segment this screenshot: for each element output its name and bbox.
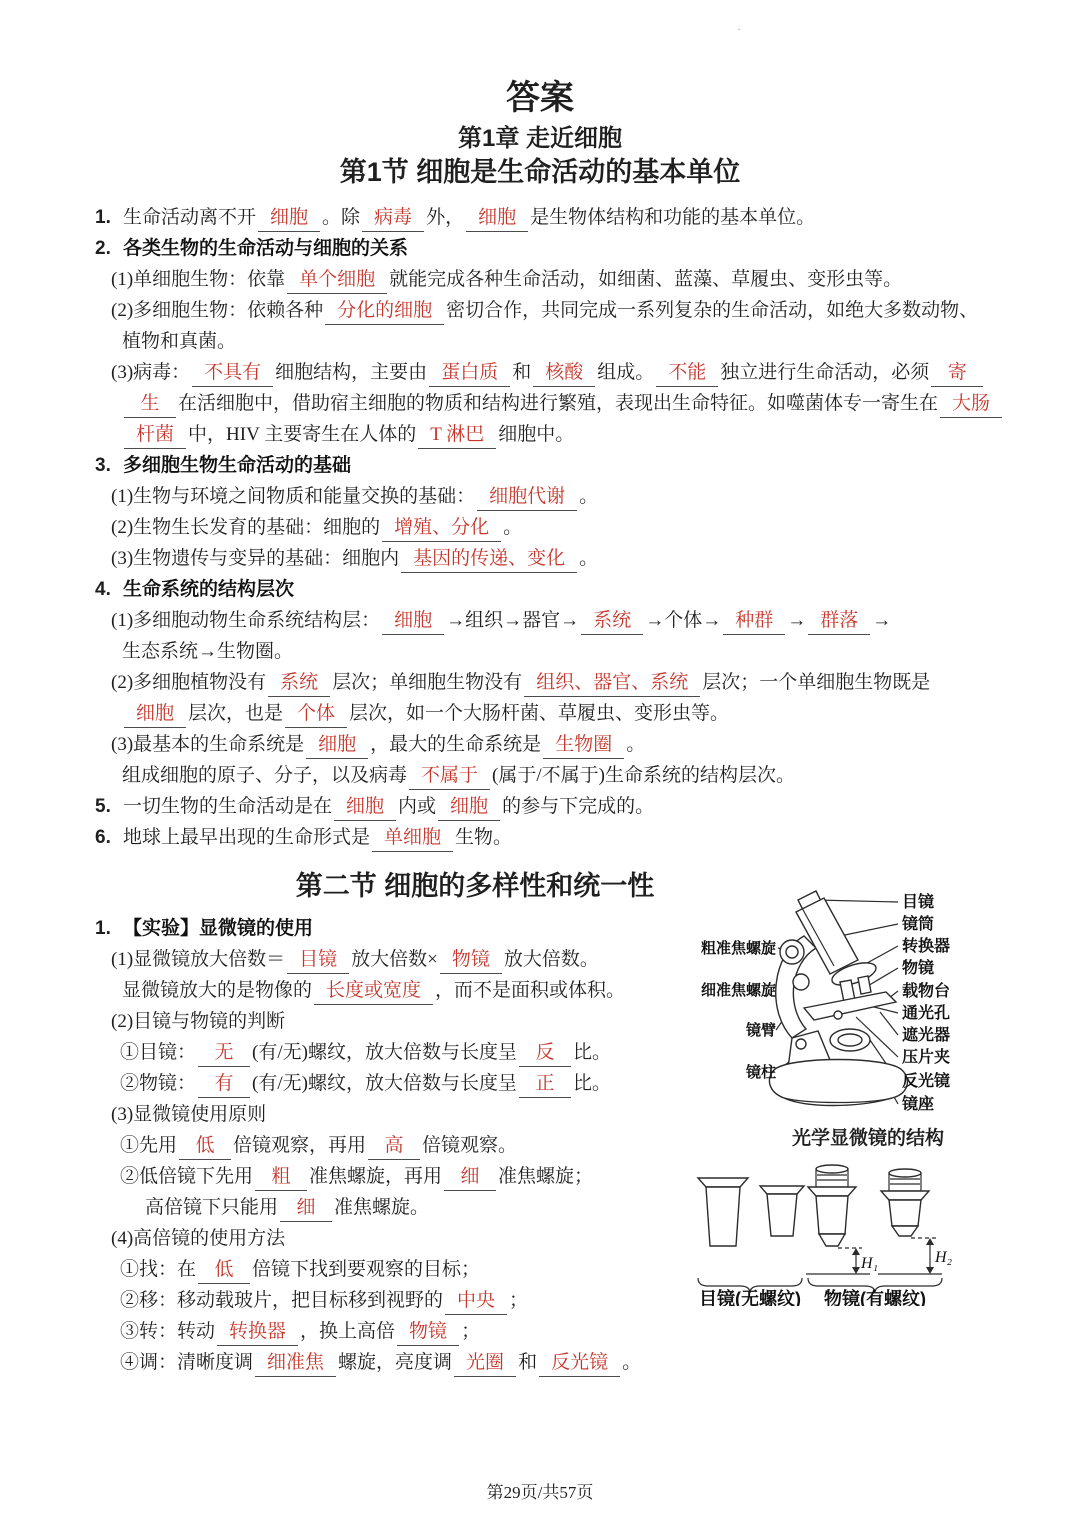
- microscope-caption: 光学显微镜的结构: [791, 1128, 944, 1149]
- text-segment: 细胞结构，主要由: [275, 362, 428, 383]
- content-line: [95, 512, 1030, 543]
- content-line: [95, 1347, 695, 1378]
- text-segment: 。: [503, 517, 523, 538]
- text-segment: 外，: [426, 207, 465, 228]
- content-line: [95, 667, 1030, 698]
- answer-blank: 物镜: [440, 947, 502, 974]
- text-segment: →: [787, 610, 807, 631]
- text-segment: 层次；一个单细胞生物既是: [702, 672, 931, 693]
- answer-blank: 蛋白质: [429, 360, 510, 387]
- answer-blank: 种群: [723, 608, 785, 635]
- text-segment: 准焦螺旋。: [334, 1197, 430, 1218]
- text-segment: (1)显微镜放大倍数＝: [111, 949, 286, 970]
- text-segment: 多细胞生物生命活动的基础: [123, 455, 352, 476]
- text-segment: 生态系统→生物圈。: [122, 641, 294, 662]
- text-segment: (1)生物与环境之间物质和能量交换的基础：: [111, 486, 476, 507]
- answer-blank: 群落: [808, 608, 870, 635]
- text-segment: 生命活动离不开: [123, 207, 257, 228]
- fine-knob-part: [793, 974, 809, 990]
- content-line: [95, 698, 1030, 729]
- content-line: [95, 1130, 695, 1161]
- content-line: [95, 636, 1030, 667]
- item-number: 5.: [95, 796, 111, 817]
- text-segment: ①找：在: [120, 1259, 197, 1280]
- content-line: [95, 574, 1030, 605]
- answer-blank: 细胞: [258, 205, 320, 232]
- label-coarse-knob: 粗准焦螺旋: [700, 940, 776, 957]
- text-segment: 放大倍数×: [351, 949, 438, 970]
- text-segment: 独立进行生命活动，必须: [720, 362, 930, 383]
- item-number: 3.: [95, 455, 111, 476]
- content-line: [95, 233, 1030, 264]
- text-segment: 植物和真菌。: [122, 331, 237, 352]
- answer-blank: 细胞: [466, 205, 528, 232]
- item-number: 2.: [95, 238, 111, 259]
- content-line: [95, 1006, 695, 1037]
- answer-blank: 细胞: [438, 794, 500, 821]
- answer-blank: 个体: [285, 701, 347, 728]
- content-line: [95, 357, 1030, 388]
- label-arm: 镜臂: [745, 1022, 776, 1039]
- item-number: 4.: [95, 579, 111, 600]
- text-segment: 。除: [322, 207, 361, 228]
- text-segment: 组成。: [597, 362, 655, 383]
- text-segment: (2)目镜与物镜的判断: [111, 1011, 286, 1032]
- answer-blank: 细胞: [334, 794, 396, 821]
- answer-blank: 低: [179, 1133, 231, 1160]
- text-segment: 。: [579, 486, 599, 507]
- text-segment: ，换上高倍: [300, 1321, 396, 1342]
- text-segment: 倍镜观察，再用: [233, 1135, 367, 1156]
- answer-blank: 无: [198, 1040, 250, 1067]
- objective-group-label: 物镜(有螺纹): [824, 1289, 926, 1306]
- content-line: [95, 913, 695, 944]
- text-segment: (属于/不属于)生命系统的结构层次。: [492, 765, 795, 786]
- answer-blank: 粗: [255, 1164, 307, 1191]
- text-segment: 是生物体结构和功能的基本单位。: [530, 207, 816, 228]
- text-segment: ②低倍镜下先用: [120, 1166, 254, 1187]
- answer-blank: 生: [124, 391, 176, 418]
- content-line: [95, 1316, 695, 1347]
- text-segment: 。: [579, 548, 599, 569]
- answer-blank: T 淋巴: [418, 422, 496, 449]
- text-segment: →个体→: [645, 610, 722, 631]
- text-segment: 中，HIV 主要寄生在人体的: [188, 424, 417, 445]
- answer-blank: 细胞: [306, 732, 368, 759]
- text-segment: 层次；单细胞生物没有: [332, 672, 523, 693]
- content-line: [95, 1254, 695, 1285]
- label-pillar: 镜柱: [745, 1064, 776, 1081]
- label-objective: 物镜: [902, 960, 935, 977]
- answer-blank: 中央: [445, 1288, 507, 1315]
- text-segment: 。: [622, 1352, 642, 1373]
- section1-content: [95, 202, 1030, 853]
- answer-blank: 转换器: [217, 1319, 298, 1346]
- answer-blank: 长度或宽度: [314, 978, 433, 1005]
- microscope-left-labels: [701, 939, 776, 1081]
- answer-blank: 正: [519, 1071, 571, 1098]
- answer-blank: 杆菌: [124, 422, 186, 449]
- text-segment: 在活细胞中，借助宿主细胞的物质和结构进行繁殖，表现出生命特征。如噬菌体专一寄生在: [178, 393, 939, 414]
- answer-blank: 细: [444, 1164, 496, 1191]
- text-segment: 层次，如一个大肠杆菌、草履虫、变形虫等。: [349, 703, 730, 724]
- label-diaphragm: 遮光器: [902, 1027, 951, 1044]
- answer-blank: 系统: [581, 608, 643, 635]
- content-line: [95, 975, 695, 1006]
- text-segment: 和: [518, 1352, 538, 1373]
- text-segment: 螺旋，亮度调: [338, 1352, 453, 1373]
- answer-blank: 增殖、分化: [382, 515, 501, 542]
- eyepiece-group-label: 目镜(无螺纹): [699, 1289, 801, 1306]
- text-segment: ④调：清晰度调: [120, 1352, 254, 1373]
- eyepiece-lenses: [698, 1178, 804, 1246]
- text-segment: 和: [512, 362, 532, 383]
- text-segment: 比。: [572, 1073, 611, 1094]
- text-segment: (2)生物生长发育的基础：细胞的: [111, 517, 381, 538]
- content-line: [95, 326, 1030, 357]
- answer-blank: 不具有: [192, 360, 273, 387]
- text-segment: (有/无)螺纹，放大倍数与长度呈: [252, 1073, 517, 1094]
- text-segment: (1)单细胞生物：依靠: [111, 269, 286, 290]
- h1-label: H₁: [861, 1255, 879, 1272]
- text-segment: 。: [626, 734, 646, 755]
- chapter-title: 第1章 走近细胞: [457, 125, 622, 152]
- text-segment: (2)多细胞生物：依赖各种: [111, 300, 324, 321]
- answer-blank: 核酸: [533, 360, 595, 387]
- answer-blank: 细: [280, 1195, 332, 1222]
- content-line: [95, 760, 1030, 791]
- content-line: [95, 1037, 695, 1068]
- text-segment: 各类生物的生命活动与细胞的关系: [123, 238, 409, 259]
- answer-blank: 细胞: [382, 608, 444, 635]
- item-number: 1.: [95, 918, 111, 939]
- text-segment: ；: [509, 1290, 529, 1311]
- answer-blank: 大肠: [940, 391, 1002, 418]
- text-segment: (3)病毒：: [111, 362, 191, 383]
- label-mirror: 反光镜: [902, 1073, 951, 1090]
- content-line: [95, 419, 1030, 450]
- answer-blank: 寄: [931, 360, 983, 387]
- label-aperture: 通光孔: [902, 1005, 951, 1022]
- text-segment: (4)高倍镜的使用方法: [111, 1228, 286, 1249]
- text-segment: (3)生物遗传与变异的基础：细胞内: [111, 548, 400, 569]
- content-line: [95, 1161, 695, 1192]
- content-line: [95, 605, 1030, 636]
- text-segment: 【实验】显微镜的使用: [123, 918, 314, 939]
- section1-title: 第1节 细胞是生命活动的基本单位: [339, 157, 741, 187]
- content-line: [95, 543, 1030, 574]
- answer-blank: 单细胞: [372, 825, 453, 852]
- text-segment: 放大倍数。: [503, 949, 599, 970]
- objective-lenses: [808, 1165, 929, 1246]
- content-line: [95, 450, 1030, 481]
- answer-blank: 分化的细胞: [325, 298, 444, 325]
- content-line: [95, 481, 1030, 512]
- page-corner-mark: ·: [737, 22, 741, 36]
- label-stage-clip: 压片夹: [902, 1049, 951, 1066]
- text-segment: ，而不是面积或体积。: [435, 980, 626, 1001]
- text-segment: ；: [461, 1321, 481, 1342]
- text-segment: ，最大的生命系统是: [370, 734, 542, 755]
- content-line: [95, 1068, 695, 1099]
- text-segment: →组织→器官→: [446, 610, 580, 631]
- label-base: 镜座: [902, 1096, 935, 1113]
- text-segment: 显微镜放大的是物像的: [122, 980, 313, 1001]
- content-line: [95, 202, 1030, 233]
- answer-blank: 不能: [656, 360, 718, 387]
- content-line: [95, 1099, 695, 1130]
- text-segment: (1)多细胞动物生命系统结构层：: [111, 610, 381, 631]
- document-title: 答案: [506, 79, 574, 117]
- section2-title: 第二节 细胞的多样性和统一性: [295, 871, 655, 901]
- text-segment: 就能完成各种生命活动，如细菌、蓝藻、草履虫、变形虫等。: [389, 269, 903, 290]
- microscope-diagram-block: [688, 888, 1018, 1311]
- body-tube-part: [796, 898, 858, 974]
- item-number: 6.: [95, 827, 111, 848]
- answer-blank: 生物圈: [543, 732, 624, 759]
- answer-blank: 物镜: [397, 1319, 459, 1346]
- content-line: [95, 388, 1030, 419]
- text-segment: 内或: [398, 796, 437, 817]
- label-body-tube: 镜筒: [902, 916, 935, 933]
- answer-blank: 细胞代谢: [477, 484, 577, 511]
- text-segment: 倍镜下找到要观察的目标；: [252, 1259, 481, 1280]
- content-line: [95, 791, 1030, 822]
- text-segment: 一切生物的生命活动是在: [123, 796, 333, 817]
- text-segment: 的参与下完成的。: [502, 796, 655, 817]
- answer-blank: 反光镜: [539, 1350, 620, 1377]
- text-segment: →: [872, 610, 892, 631]
- text-segment: (2)多细胞植物没有: [111, 672, 267, 693]
- answer-blank: 低: [198, 1257, 250, 1284]
- label-stage: 载物台: [902, 983, 951, 1000]
- text-segment: 生命系统的结构层次: [123, 579, 295, 600]
- microscope-right-labels: [902, 892, 950, 1113]
- answer-blank: 系统: [268, 670, 330, 697]
- answer-blank: 细胞: [124, 701, 186, 728]
- content-line: [95, 1223, 695, 1254]
- answer-blank: 病毒: [362, 205, 424, 232]
- answer-blank: 组织、器官、系统: [524, 670, 700, 697]
- content-line: [95, 729, 1030, 760]
- answer-blank: 光圈: [454, 1350, 516, 1377]
- h2-label: H₂: [935, 1249, 953, 1266]
- text-segment: (有/无)螺纹，放大倍数与长度呈: [252, 1042, 517, 1063]
- content-line: [95, 1192, 695, 1223]
- microscope-drawing: [769, 891, 907, 1106]
- answer-blank: 细准焦: [255, 1350, 336, 1377]
- lens-comparison-figure: [690, 1156, 1000, 1306]
- text-segment: 高倍镜下只能用: [145, 1197, 279, 1218]
- text-segment: 层次，也是: [188, 703, 284, 724]
- text-segment: 地球上最早出现的生命形式是: [123, 827, 371, 848]
- content-line: [95, 264, 1030, 295]
- content-line: [95, 1285, 695, 1316]
- content-line: [95, 822, 1030, 853]
- text-segment: ①先用: [120, 1135, 178, 1156]
- answer-blank: 反: [519, 1040, 571, 1067]
- answer-blank: 单个细胞: [287, 267, 387, 294]
- text-segment: ②物镜：: [120, 1073, 197, 1094]
- text-segment: ③转：转动: [120, 1321, 216, 1342]
- label-nosepiece: 转换器: [902, 938, 951, 955]
- content-line: [95, 944, 695, 975]
- text-segment: 组成细胞的原子、分子，以及病毒: [122, 765, 408, 786]
- section2-content: [95, 913, 695, 1378]
- answer-blank: 基因的传递、变化: [401, 546, 577, 573]
- text-segment: (3)最基本的生命系统是: [111, 734, 305, 755]
- page-number: 第29页/共57页: [486, 1483, 594, 1502]
- text-segment: 密切合作，共同完成一系列复杂的生命活动，如绝大多数动物、: [446, 300, 979, 321]
- text-segment: 比。: [572, 1042, 611, 1063]
- text-segment: 细胞中。: [498, 424, 575, 445]
- answer-blank: 不属于: [409, 763, 490, 790]
- answer-blank: 目镜: [287, 947, 349, 974]
- label-fine-knob: 细准焦螺旋: [700, 982, 776, 999]
- text-segment: 生物。: [455, 827, 513, 848]
- text-segment: ①目镜：: [120, 1042, 197, 1063]
- text-segment: 准焦螺旋；: [498, 1166, 594, 1187]
- label-eyepiece: 目镜: [902, 894, 935, 911]
- text-segment: (3)显微镜使用原则: [111, 1104, 267, 1125]
- microscope-structure-figure: [688, 888, 1008, 1116]
- text-segment: 倍镜观察。: [422, 1135, 518, 1156]
- content-line: [95, 295, 1030, 326]
- item-number: 1.: [95, 207, 111, 228]
- text-segment: ②移：移动载玻片，把目标移到视野的: [120, 1290, 444, 1311]
- text-segment: 准焦螺旋，再用: [309, 1166, 443, 1187]
- answer-blank: 高: [368, 1133, 420, 1160]
- answer-blank: 有: [198, 1071, 250, 1098]
